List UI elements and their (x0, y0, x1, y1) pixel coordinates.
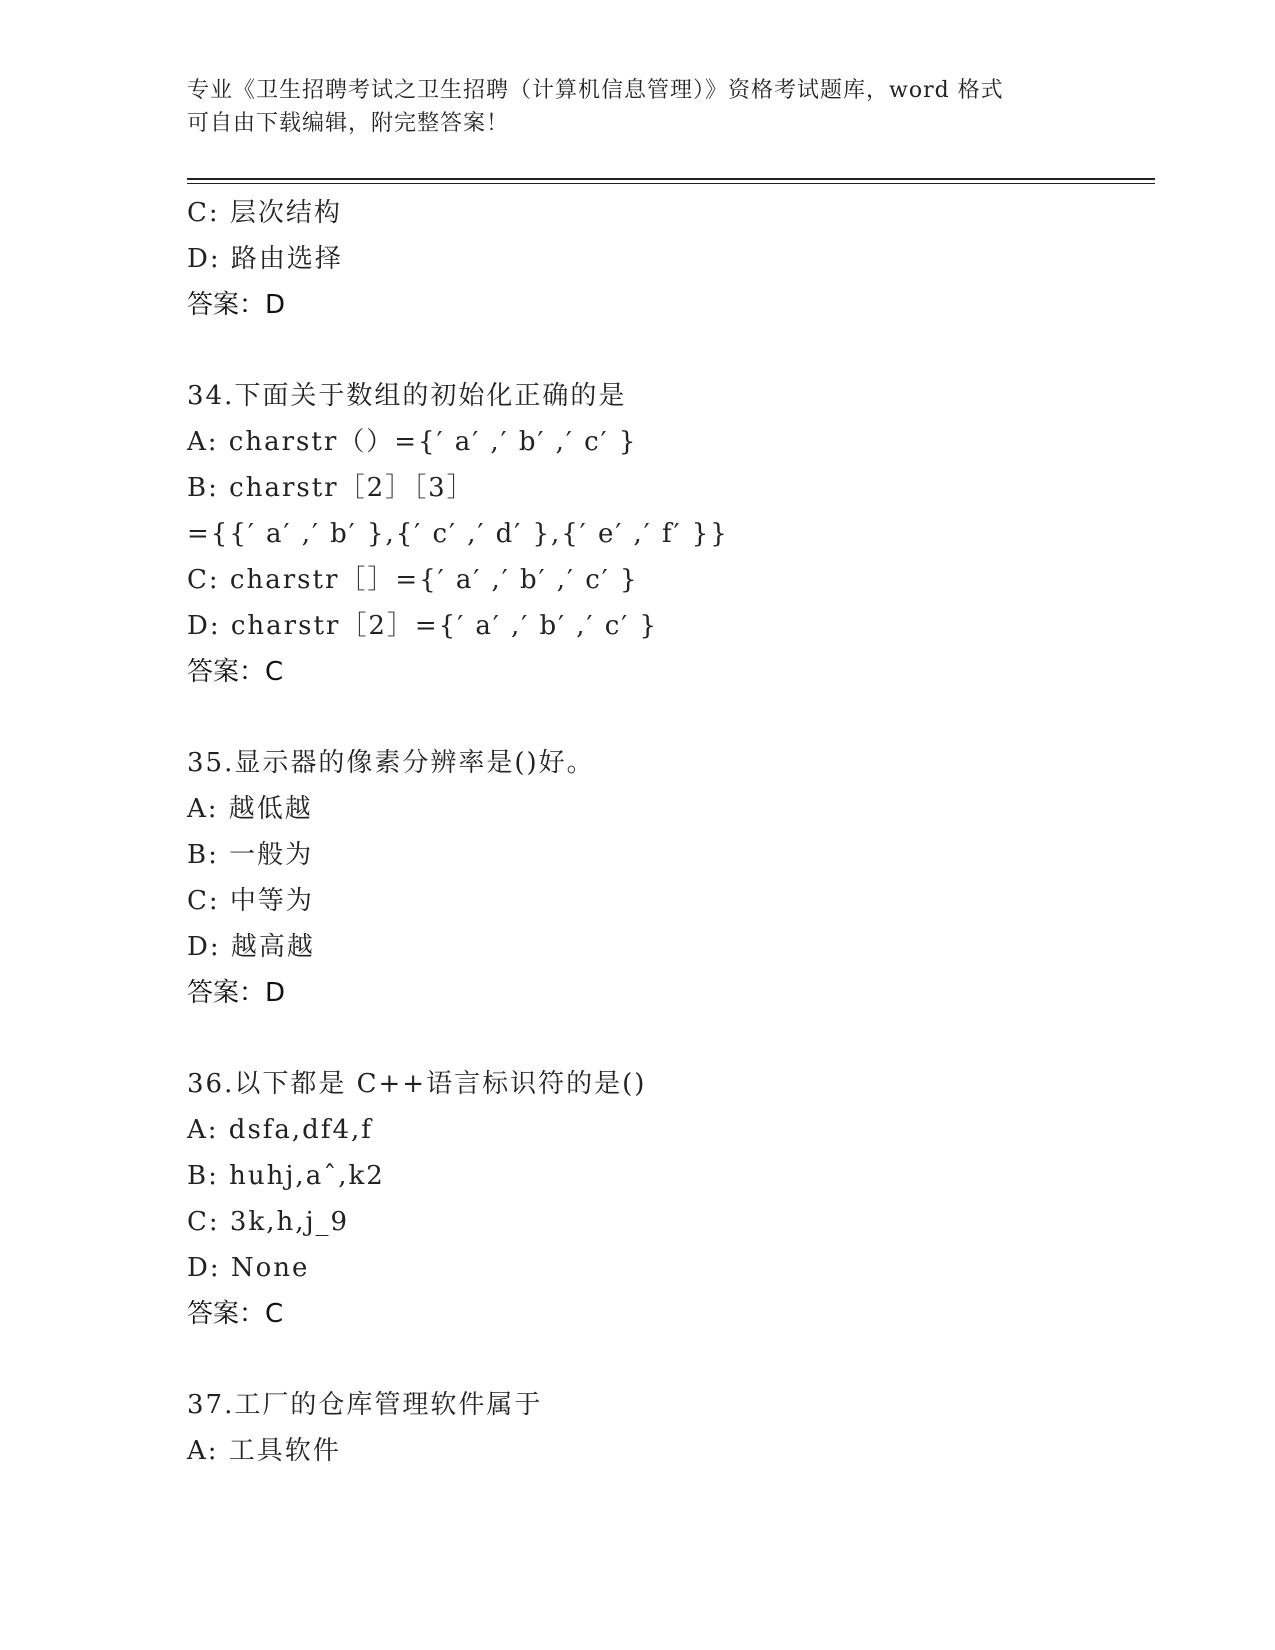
option-d: D: 路由选择 (187, 244, 343, 274)
option-c: C: charstr［］={′ a′ ,′ b′ ,′ c′ } (187, 565, 639, 595)
option-b: B: 一般为 (187, 840, 314, 870)
question-stem: 37.工厂的仓库管理软件属于 (187, 1390, 543, 1420)
option-b-continued: ={{′ a′ ,′ b′ },{′ c′ ,′ d′ },{′ e′ ,′ f′ }} (187, 519, 729, 549)
header-line-1: 专业《卫生招聘考试之卫生招聘（计算机信息管理）》资格考试题库，word 格式 (187, 78, 1004, 103)
document-header (187, 74, 1087, 140)
option-a: A: 工具软件 (187, 1436, 341, 1466)
question-block-33 (187, 190, 1155, 328)
option-c: C: 3k,h,j_9 (187, 1207, 350, 1237)
option-a: A: 越低越 (187, 794, 313, 824)
option-a: A: dsfa,df4,f (187, 1115, 373, 1145)
header-rule-thin (187, 183, 1155, 184)
option-c: C: 中等为 (187, 886, 314, 916)
header-line-2: 可自由下载编辑，附完整答案！ (187, 111, 510, 136)
option-d: D: None (187, 1253, 310, 1283)
option-c: C: 层次结构 (187, 198, 342, 228)
option-d: D: charstr［2］={′ a′ ,′ b′ ,′ c′ } (187, 611, 658, 641)
question-stem: 34.下面关于数组的初始化正确的是 (187, 381, 627, 411)
question-block-36 (187, 1061, 1155, 1337)
option-a: A: charstr（）={′ a′ ,′ b′ ,′ c′ } (187, 427, 638, 457)
question-block-37 (187, 1382, 1155, 1474)
answer-line: 答案：D (187, 978, 286, 1008)
question-list (187, 190, 1155, 1474)
question-stem: 36.以下都是 C++语言标识符的是() (187, 1069, 647, 1099)
answer-line: 答案：D (187, 290, 286, 320)
option-b: B: charstr［2］［3］ (187, 473, 475, 503)
answer-line: 答案：C (187, 657, 284, 687)
header-rule-thick (187, 178, 1155, 180)
answer-line: 答案：C (187, 1299, 284, 1329)
question-block-35 (187, 740, 1155, 1016)
option-b: B: huhj,aˆ,k2 (187, 1161, 385, 1191)
option-d: D: 越高越 (187, 932, 315, 962)
question-block-34 (187, 373, 1155, 695)
question-stem: 35.显示器的像素分辨率是()好。 (187, 748, 595, 778)
